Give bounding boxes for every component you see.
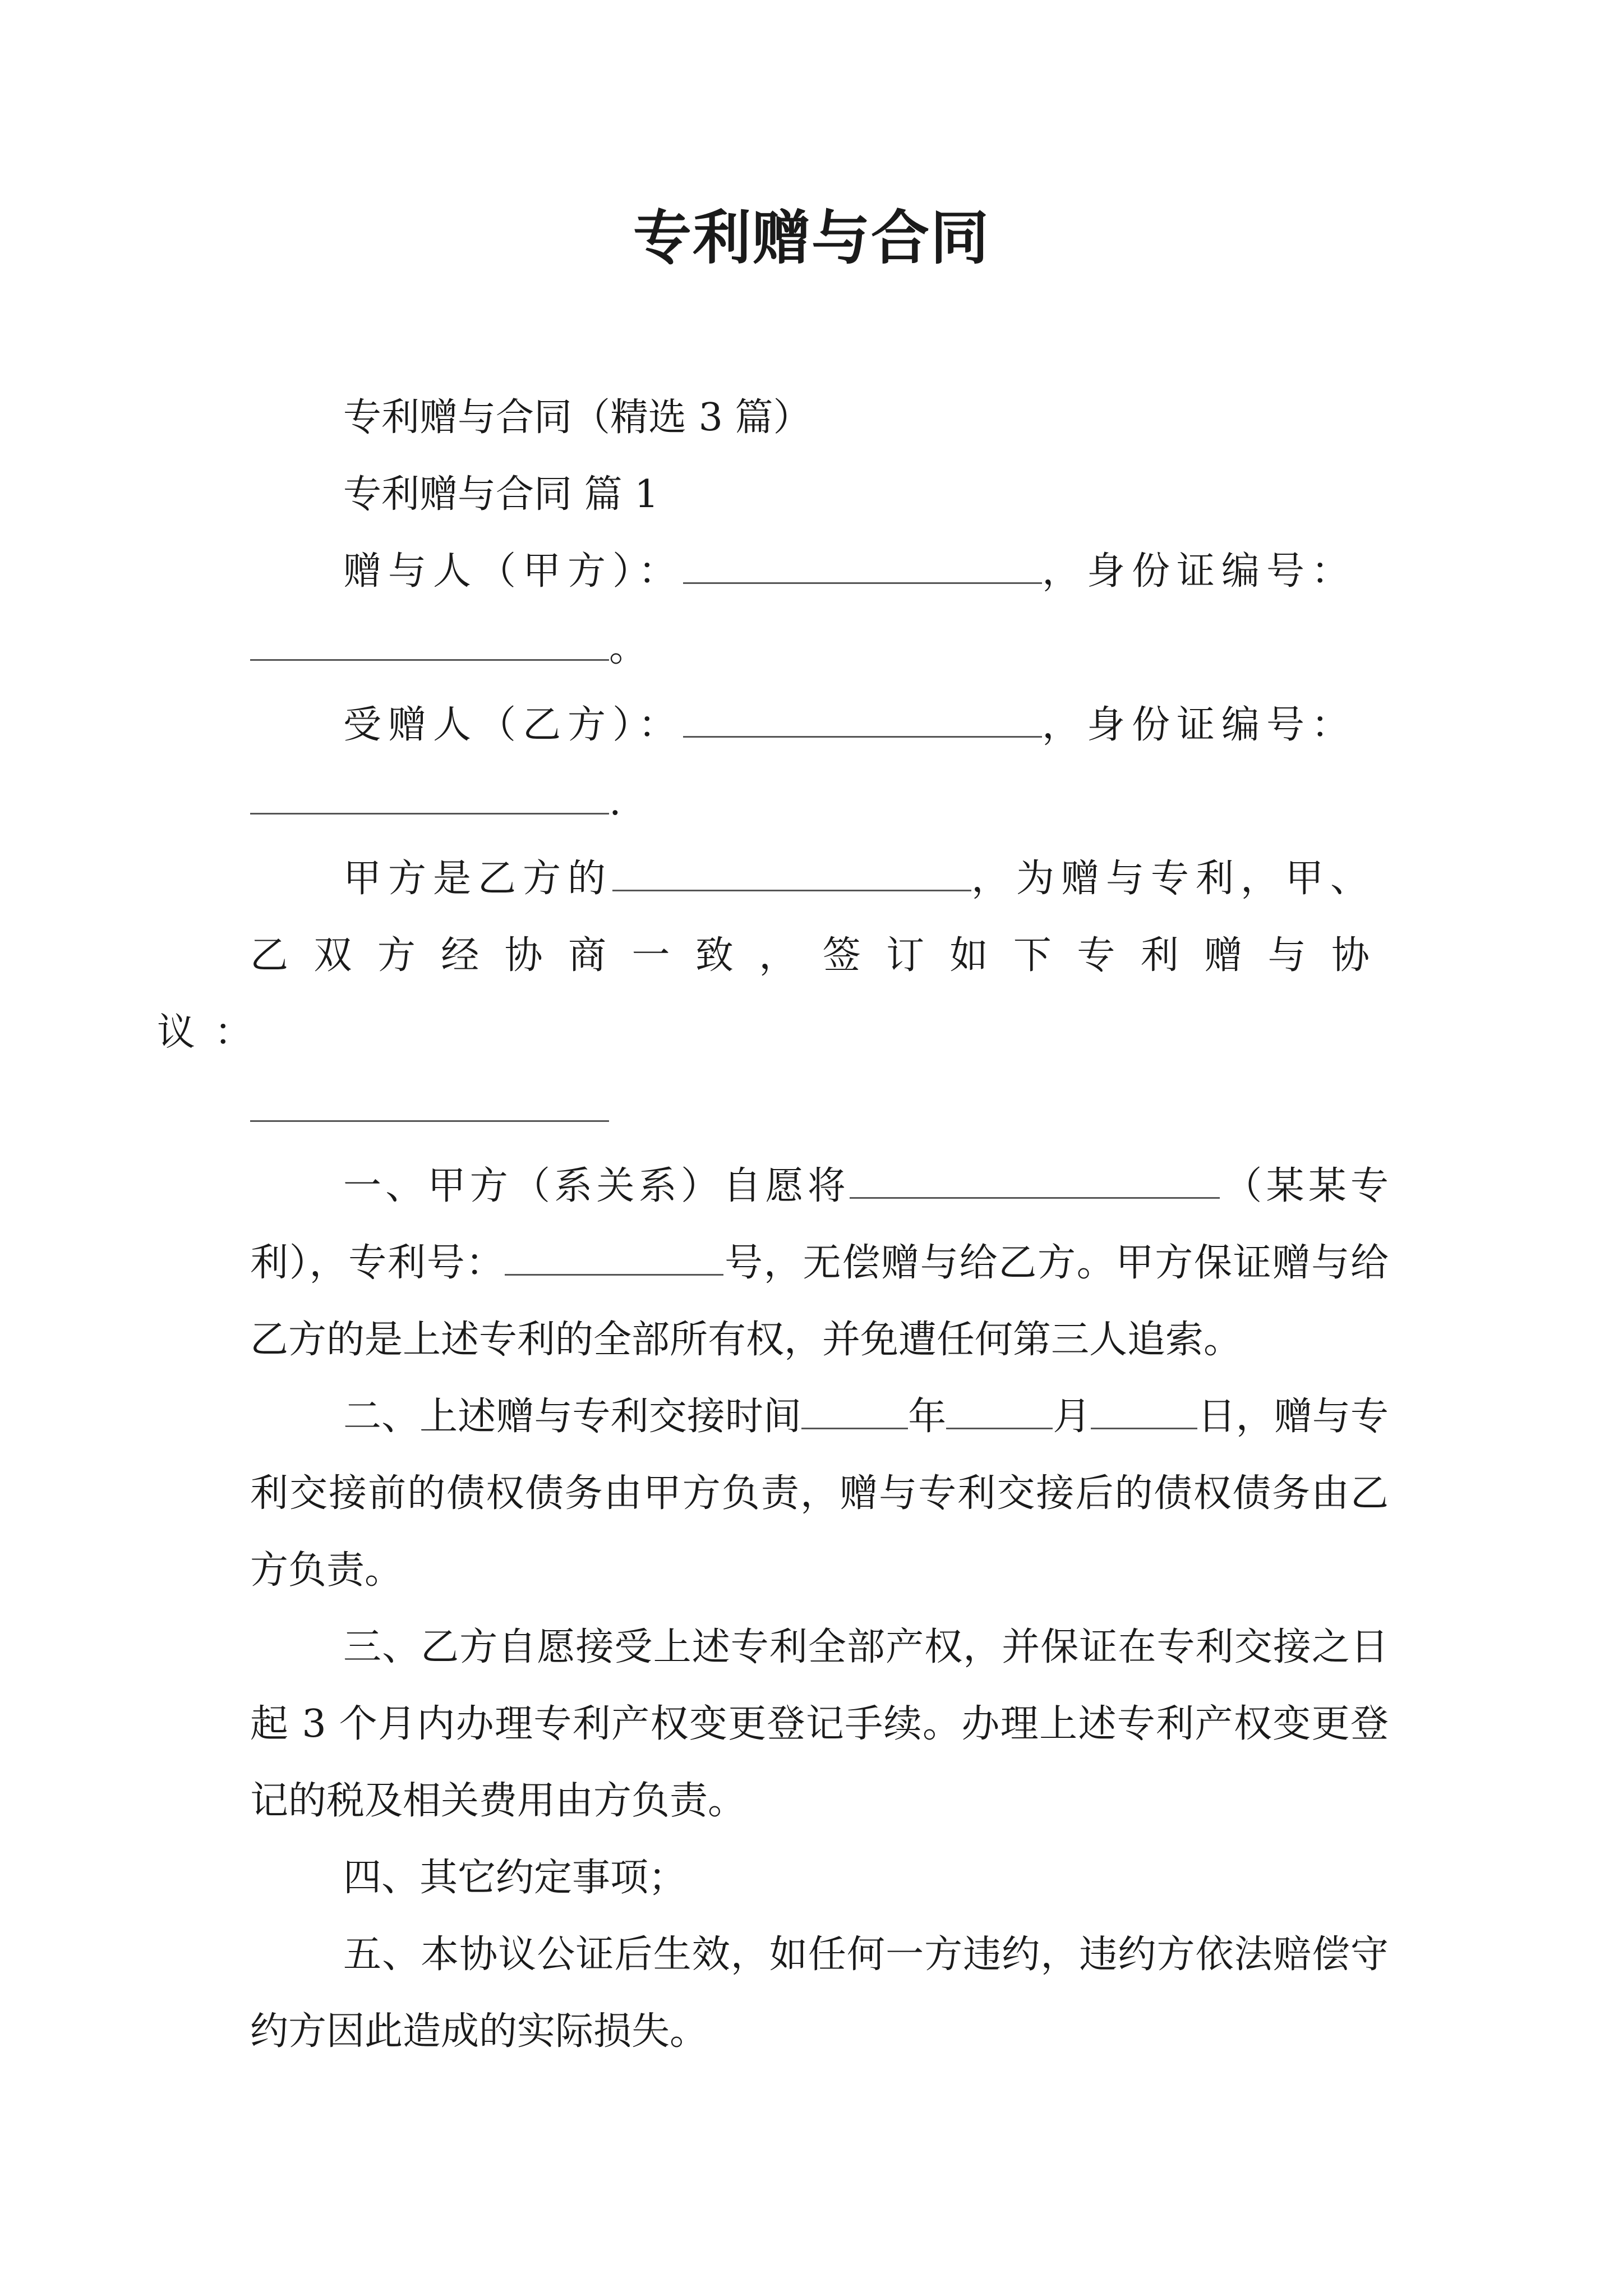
- document-body: [157, 379, 1389, 2070]
- donor-label: 赠与人（甲方）：: [343, 549, 684, 593]
- donee-id-blank: [250, 776, 609, 815]
- clause-1-part2: （某某专利），专利号：: [250, 1164, 1389, 1285]
- subtitle: 专利赠与合同（精选 3 篇）: [343, 395, 811, 440]
- relation-trailing-blank: [250, 1084, 609, 1122]
- donor-end: 。: [609, 626, 654, 670]
- donor-name-blank: [683, 546, 1042, 584]
- clause-2: [250, 1378, 1389, 1609]
- relation-line: [157, 840, 1389, 1148]
- clause-4: 四、其它约定事项；: [343, 1856, 687, 1900]
- year-blank: [801, 1391, 908, 1429]
- section-heading: 专利赠与合同 篇 1: [343, 472, 659, 517]
- clause-2-part1: 二、上述赠与专利交接时间: [343, 1395, 802, 1439]
- donee-line: [250, 687, 1389, 840]
- patent-name-blank: [850, 1161, 1220, 1199]
- clause-1: [250, 1148, 1389, 1378]
- month-blank: [946, 1391, 1053, 1429]
- clause-3: 三、乙方自愿接受上述专利全部产权，并保证在专利交接之日起 3 个月内办理专利产权变更登记手续。办理上述专利产权变更登记的税及相关费用由方负责。: [250, 1625, 1389, 1823]
- donee-end: .: [609, 780, 628, 824]
- donor-id-blank: [250, 623, 609, 661]
- relation-part2: ，为赠与专利，甲、: [971, 857, 1376, 901]
- clause-1-part3: 号，无偿赠与给乙方。甲方保证赠与给乙方的是上述专利的全部所有权，并免遭任何第三人追索。: [250, 1241, 1389, 1362]
- clause-1-part1: 一、甲方（系关系）自愿将: [343, 1164, 850, 1208]
- day-blank: [1091, 1391, 1197, 1429]
- clause-5: 五、本协议公证后生效，如任何一方违约，违约方依法赔偿守约方因此造成的实际损失。: [250, 1932, 1389, 2054]
- month-label: 月: [1053, 1395, 1091, 1439]
- donor-line: [250, 533, 1389, 687]
- day-label: 日，: [1197, 1395, 1274, 1439]
- year-label: 年: [908, 1395, 947, 1439]
- relation-part1: 甲方是乙方的: [343, 857, 613, 901]
- donee-name-blank: [683, 700, 1042, 738]
- donor-id-label: ，身份证编号：: [1042, 549, 1357, 593]
- donee-label: 受赠人（乙方）：: [343, 703, 684, 747]
- clause-2-part2: 赠与专利交接前的债权债务由甲方负责，赠与专利交接后的债权债务由乙方负责。: [250, 1395, 1389, 1593]
- donee-id-label: ，身份证编号：: [1042, 703, 1357, 747]
- document-title: 专利赠与合同: [633, 204, 990, 272]
- relation-line2: 乙双方经协商一致，签订如下专利赠与协议：: [157, 933, 1389, 1055]
- relation-blank: [612, 853, 971, 891]
- patent-number-blank: [505, 1237, 723, 1276]
